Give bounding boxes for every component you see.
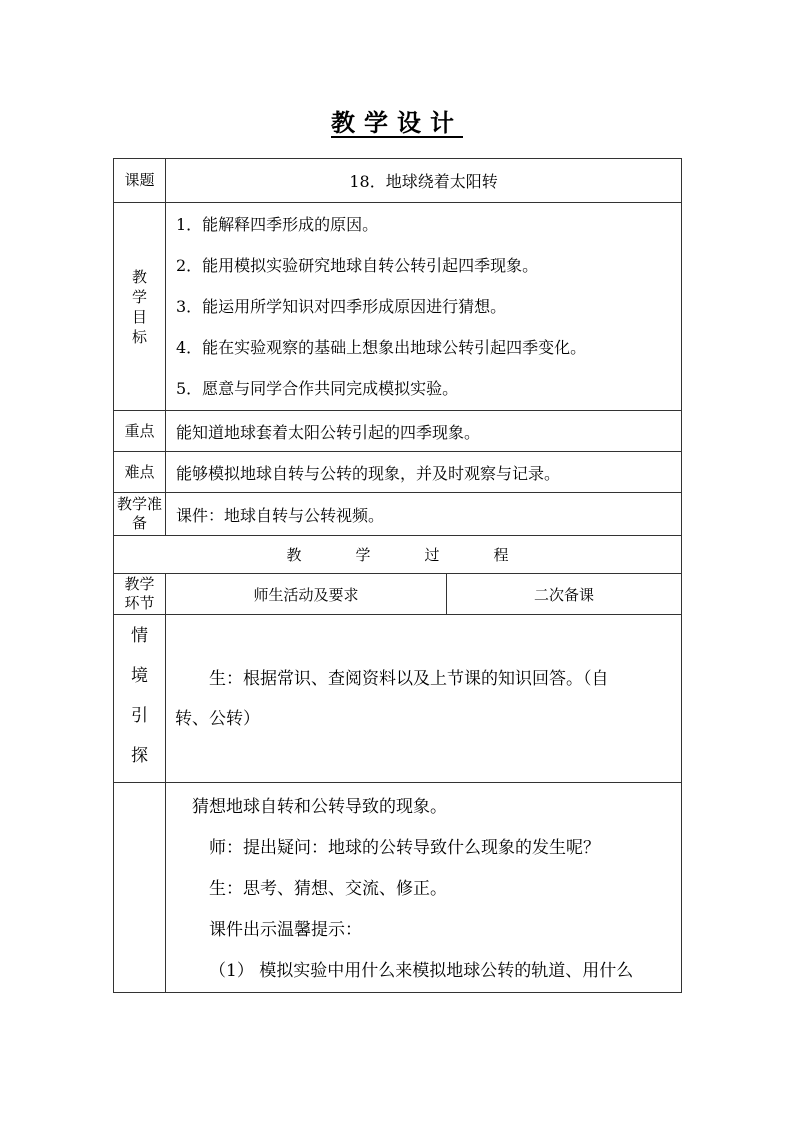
topic-row — [114, 159, 682, 203]
goals-row — [114, 203, 682, 411]
prep-label: 教学准 备 — [114, 493, 166, 536]
section1-label: 情 境 引 探 — [114, 615, 166, 783]
key-label: 重点 — [114, 411, 166, 452]
goal-item: 3．能运用所学知识对四季形成原因进行猜想。 — [176, 297, 507, 316]
goal-item: 1．能解释四季形成的原因。 — [176, 215, 379, 234]
section2-row — [114, 783, 682, 993]
lesson-plan-table — [113, 158, 682, 993]
paragraph: 生：根据常识、查阅资料以及上节课的知识回答。（自 — [209, 668, 609, 689]
topic-value: 18．地球绕着太阳转 — [166, 159, 682, 203]
goal-item: 2．能用模拟实验研究地球自转公转引起四季现象。 — [176, 256, 539, 275]
prep-row — [114, 493, 682, 536]
prep-value: 课件：地球自转与公转视频。 — [166, 493, 682, 536]
goal-item: 5．愿意与同学合作共同完成模拟实验。 — [176, 379, 459, 398]
process-title: 教 学 过 程 — [114, 536, 682, 574]
goals-label: 教 学 目 标 — [114, 203, 166, 411]
paragraph: 转、公转） — [175, 708, 260, 729]
goal-item: 4．能在实验观察的基础上想象出地球公转引起四季变化。 — [176, 338, 587, 357]
paragraph: 猜想地球自转和公转导致的现象。 — [192, 797, 447, 817]
document-title: 教学设计 — [331, 108, 463, 137]
difficulty-value: 能够模拟地球自转与公转的现象，并及时观察与记录。 — [166, 452, 682, 493]
paragraph: 师：提出疑问：地球的公转导致什么现象的发生呢？ — [209, 838, 600, 858]
key-value: 能知道地球套着太阳公转引起的四季现象。 — [166, 411, 682, 452]
goals-list — [166, 203, 682, 411]
second-prep-header: 二次备课 — [447, 574, 682, 615]
topic-label: 课题 — [114, 159, 166, 203]
section1-content — [166, 615, 682, 783]
process-title-row — [114, 536, 682, 574]
section2-content — [166, 783, 682, 993]
key-row — [114, 411, 682, 452]
paragraph: 生：思考、猜想、交流、修正。 — [209, 879, 447, 899]
stage-header: 教学 环节 — [114, 574, 166, 615]
difficulty-row — [114, 452, 682, 493]
section1-row — [114, 615, 682, 783]
header-row — [114, 574, 682, 615]
paragraph: （1） 模拟实验中用什么来模拟地球公转的轨道、用什么 — [209, 961, 634, 981]
activity-header: 师生活动及要求 — [166, 574, 447, 615]
paragraph: 课件出示温馨提示： — [209, 920, 362, 940]
section2-label — [114, 783, 166, 993]
difficulty-label: 难点 — [114, 452, 166, 493]
